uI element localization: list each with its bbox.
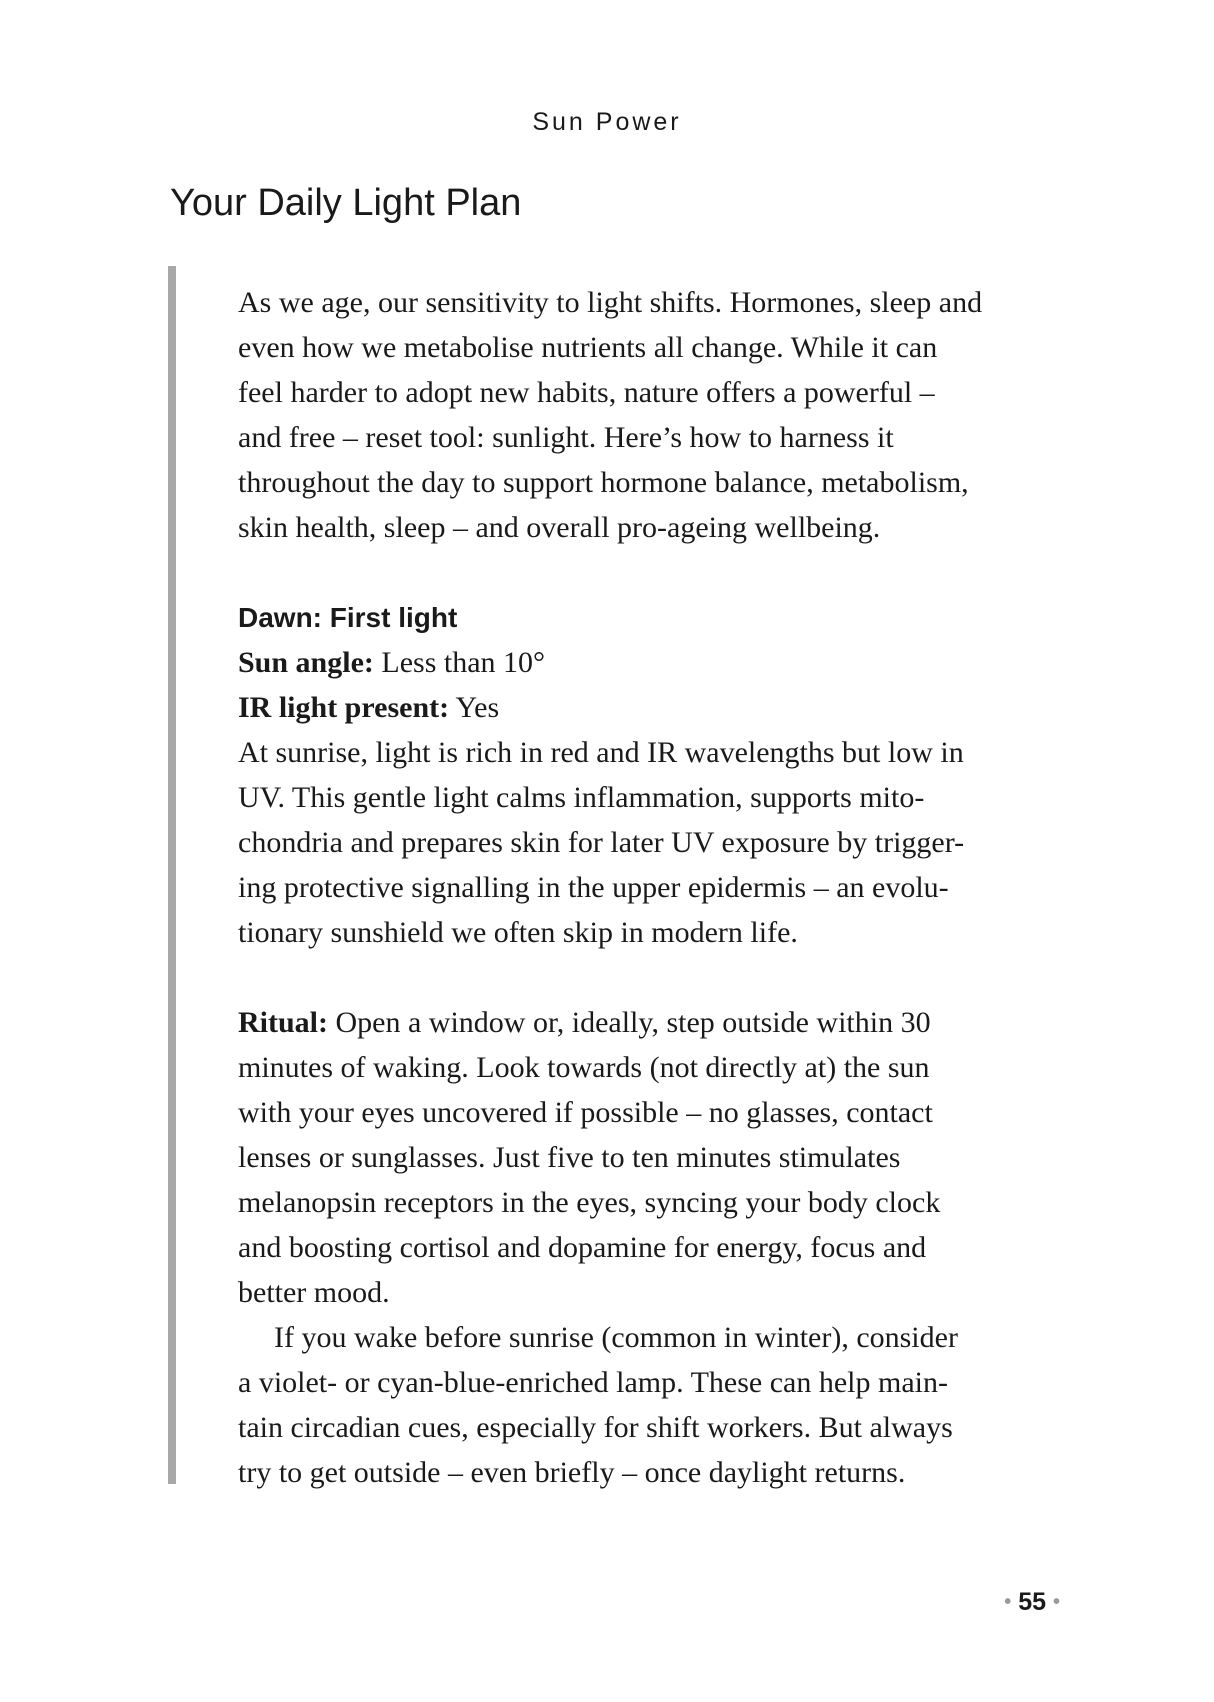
ir-light-row bbox=[238, 685, 1060, 730]
text-line: melanopsin receptors in the eyes, syncing your body clock bbox=[238, 1186, 941, 1219]
text-line: and boosting cortisol and dopamine for energy, focus and bbox=[238, 1231, 927, 1264]
text-line: try to get outside – even briefly – once daylight returns. bbox=[238, 1456, 906, 1489]
ritual-paragraph bbox=[238, 1000, 1060, 1315]
text-line: even how we metabolise nutrients all change. While it can bbox=[238, 331, 938, 364]
sun-angle-row bbox=[238, 640, 1060, 685]
text-line: UV. This gentle light calms inflammation, supports mito- bbox=[238, 781, 925, 814]
ritual-first-text: Open a window or, ideally, step outside within 30 bbox=[328, 1006, 931, 1039]
page-title: Your Daily Light Plan bbox=[170, 182, 522, 224]
ritual-first-line bbox=[238, 1000, 1060, 1045]
body-text bbox=[238, 280, 1060, 1495]
text-line: minutes of waking. Look towards (not directly at) the sun bbox=[238, 1051, 930, 1084]
dawn-description bbox=[238, 730, 1060, 955]
text-line: tionary sunshield we often skip in modern life. bbox=[238, 916, 798, 949]
page-number bbox=[960, 1588, 1060, 1617]
text-line: with your eyes uncovered if possible – no glasses, contact bbox=[238, 1096, 933, 1129]
paragraph-gap bbox=[238, 955, 1060, 1000]
text-line: ing protective signalling in the upper epidermis – an evolu- bbox=[238, 871, 949, 904]
text-line: As we age, our sensitivity to light shifts. Hormones, sleep and bbox=[238, 286, 983, 319]
intro-paragraph bbox=[238, 280, 1060, 550]
ir-light-label: IR light present: bbox=[238, 691, 450, 724]
text-line: better mood. bbox=[238, 1276, 390, 1309]
ritual-label: Ritual: bbox=[238, 1006, 328, 1039]
paragraph-gap bbox=[238, 550, 1060, 595]
folio-dot-icon: • bbox=[1052, 1591, 1060, 1613]
sun-angle-label: Sun angle: bbox=[238, 646, 374, 679]
final-paragraph bbox=[238, 1315, 1060, 1495]
text-line: lenses or sunglasses. Just five to ten minutes stimulates bbox=[238, 1141, 901, 1174]
text-line: tain circadian cues, especially for shift workers. But always bbox=[238, 1411, 953, 1444]
text-line: feel harder to adopt new habits, nature offers a powerful – bbox=[238, 376, 935, 409]
page-number-value: 55 bbox=[1018, 1588, 1047, 1616]
text-line: and free – reset tool: sunlight. Here’s how to harness it bbox=[238, 421, 894, 454]
text-line: skin health, sleep – and overall pro-ageing wellbeing. bbox=[238, 511, 881, 544]
text-line: If you wake before sunrise (common in winter), consider bbox=[274, 1321, 958, 1354]
running-head: Sun Power bbox=[532, 108, 682, 136]
side-rule bbox=[168, 266, 176, 1484]
text-line: chondria and prepares skin for later UV exposure by trigger- bbox=[238, 826, 965, 859]
ir-light-value: Yes bbox=[449, 691, 500, 724]
text-line: throughout the day to support hormone balance, metabolism, bbox=[238, 466, 969, 499]
folio-dot-icon: • bbox=[1004, 1591, 1012, 1613]
section-heading: Dawn: First light bbox=[238, 602, 458, 633]
text-line: a violet- or cyan-blue-enriched lamp. These can help main- bbox=[238, 1366, 948, 1399]
sun-angle-value: Less than 10° bbox=[373, 646, 546, 679]
text-line: At sunrise, light is rich in red and IR wavelengths but low in bbox=[238, 736, 964, 769]
